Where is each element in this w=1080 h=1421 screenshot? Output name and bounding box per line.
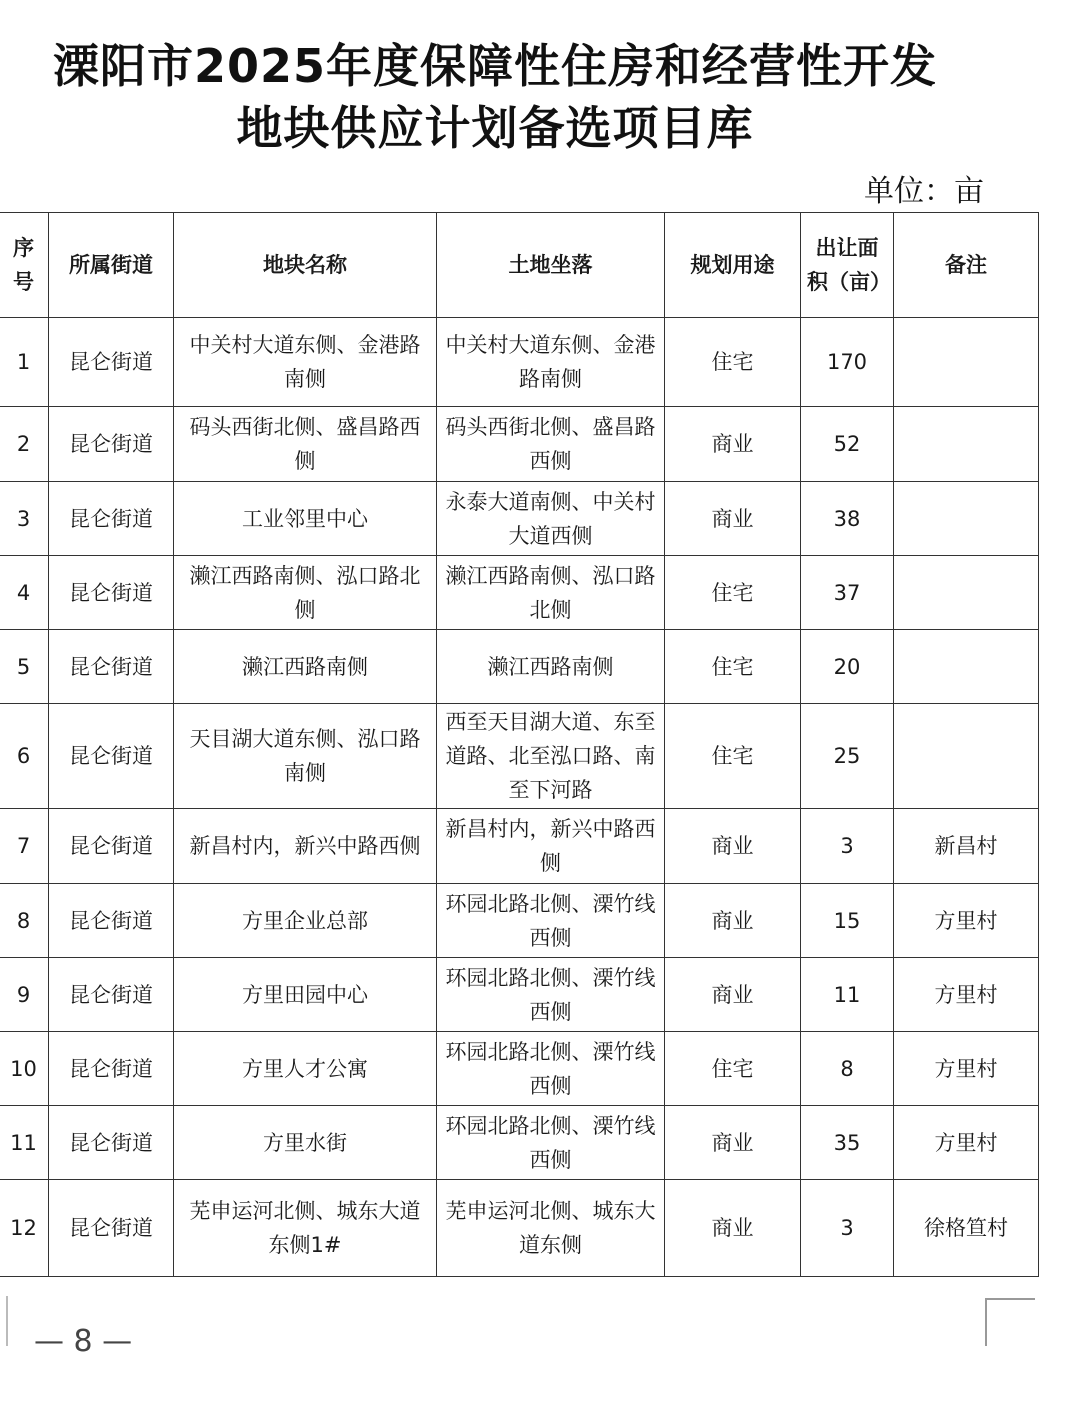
table-row: [0, 556, 1039, 630]
page-corner-mark-left: [0, 1296, 8, 1346]
cell-remark: 方里村: [894, 958, 1039, 1032]
cell-no: 11: [0, 1106, 49, 1180]
page-corner-mark-right: [985, 1298, 1035, 1346]
cell-remark: [894, 556, 1039, 630]
cell-remark: [894, 318, 1039, 407]
cell-name: 方里水街: [174, 1106, 437, 1180]
cell-no: 4: [0, 556, 49, 630]
table-row: [0, 1032, 1039, 1106]
cell-no: 6: [0, 704, 49, 809]
cell-use: 住宅: [665, 630, 801, 704]
cell-name: 新昌村内，新兴中路西侧: [174, 809, 437, 884]
cell-use: 商业: [665, 1106, 801, 1180]
cell-street: 昆仑街道: [49, 482, 174, 556]
document-title-line1: 溧阳市2025年度保障性住房和经营性开发: [52, 39, 938, 93]
header-name: 地块名称: [174, 213, 437, 318]
cell-location: 环园北路北侧、溧竹线西侧: [437, 958, 665, 1032]
cell-area: 20: [801, 630, 894, 704]
cell-street: 昆仑街道: [49, 1180, 174, 1277]
cell-area: 11: [801, 958, 894, 1032]
document-title-line2: 地块供应计划备选项目库: [236, 101, 754, 155]
cell-location: 环园北路北侧、溧竹线西侧: [437, 1106, 665, 1180]
cell-no: 2: [0, 407, 49, 482]
cell-location: 濑江西路南侧: [437, 630, 665, 704]
cell-use: 住宅: [665, 318, 801, 407]
cell-area: 35: [801, 1106, 894, 1180]
cell-remark: 徐格笪村: [894, 1180, 1039, 1277]
table-row: [0, 704, 1039, 809]
cell-location: 新昌村内，新兴中路西侧: [437, 809, 665, 884]
cell-name: 天目湖大道东侧、泓口路南侧: [174, 704, 437, 809]
cell-area: 38: [801, 482, 894, 556]
cell-location: 环园北路北侧、溧竹线西侧: [437, 884, 665, 958]
cell-name: 码头西街北侧、盛昌路西侧: [174, 407, 437, 482]
cell-street: 昆仑街道: [49, 1032, 174, 1106]
cell-area: 25: [801, 704, 894, 809]
table-row: [0, 482, 1039, 556]
cell-use: 商业: [665, 1180, 801, 1277]
cell-use: 商业: [665, 884, 801, 958]
table-body: [0, 318, 1039, 1277]
cell-street: 昆仑街道: [49, 318, 174, 407]
header-remark: 备注: [894, 213, 1039, 318]
table-row: [0, 809, 1039, 884]
cell-remark: 方里村: [894, 1032, 1039, 1106]
cell-street: 昆仑街道: [49, 556, 174, 630]
cell-name: 方里人才公寓: [174, 1032, 437, 1106]
cell-location: 濑江西路南侧、泓口路北侧: [437, 556, 665, 630]
table-row: [0, 407, 1039, 482]
cell-remark: 新昌村: [894, 809, 1039, 884]
cell-use: 商业: [665, 482, 801, 556]
land-supply-table: [0, 212, 1039, 1277]
cell-remark: [894, 407, 1039, 482]
cell-street: 昆仑街道: [49, 704, 174, 809]
cell-no: 9: [0, 958, 49, 1032]
header-area: 出让面积（亩）: [801, 213, 894, 318]
cell-remark: 方里村: [894, 884, 1039, 958]
cell-area: 3: [801, 809, 894, 884]
cell-area: 15: [801, 884, 894, 958]
cell-no: 1: [0, 318, 49, 407]
header-no: 序号: [0, 213, 49, 318]
cell-no: 8: [0, 884, 49, 958]
table-row: [0, 958, 1039, 1032]
cell-remark: [894, 704, 1039, 809]
cell-use: 商业: [665, 958, 801, 1032]
header-location: 土地坐落: [437, 213, 665, 318]
cell-use: 住宅: [665, 1032, 801, 1106]
cell-no: 10: [0, 1032, 49, 1106]
cell-area: 37: [801, 556, 894, 630]
cell-location: 码头西街北侧、盛昌路西侧: [437, 407, 665, 482]
cell-street: 昆仑街道: [49, 407, 174, 482]
cell-no: 12: [0, 1180, 49, 1277]
header-use: 规划用途: [665, 213, 801, 318]
cell-street: 昆仑街道: [49, 884, 174, 958]
cell-no: 7: [0, 809, 49, 884]
header-street: 所属街道: [49, 213, 174, 318]
cell-use: 住宅: [665, 704, 801, 809]
cell-remark: [894, 482, 1039, 556]
cell-name: 方里田园中心: [174, 958, 437, 1032]
cell-name: 芜申运河北侧、城东大道东侧1#: [174, 1180, 437, 1277]
cell-street: 昆仑街道: [49, 809, 174, 884]
table-row: [0, 1180, 1039, 1277]
cell-street: 昆仑街道: [49, 630, 174, 704]
table-row: [0, 318, 1039, 407]
cell-location: 中关村大道东侧、金港路南侧: [437, 318, 665, 407]
cell-area: 3: [801, 1180, 894, 1277]
cell-use: 商业: [665, 809, 801, 884]
cell-no: 5: [0, 630, 49, 704]
cell-name: 濑江西路南侧: [174, 630, 437, 704]
table-row: [0, 630, 1039, 704]
cell-name: 方里企业总部: [174, 884, 437, 958]
cell-use: 商业: [665, 407, 801, 482]
cell-remark: 方里村: [894, 1106, 1039, 1180]
page-number: — 8 —: [34, 1324, 133, 1359]
cell-use: 住宅: [665, 556, 801, 630]
cell-no: 3: [0, 482, 49, 556]
cell-street: 昆仑街道: [49, 958, 174, 1032]
cell-street: 昆仑街道: [49, 1106, 174, 1180]
cell-name: 工业邻里中心: [174, 482, 437, 556]
cell-area: 170: [801, 318, 894, 407]
cell-area: 52: [801, 407, 894, 482]
unit-label: 单位：亩: [864, 174, 984, 209]
cell-remark: [894, 630, 1039, 704]
table-row: [0, 1106, 1039, 1180]
table-header-row: [0, 213, 1039, 318]
cell-name: 濑江西路南侧、泓口路北侧: [174, 556, 437, 630]
cell-location: 环园北路北侧、溧竹线西侧: [437, 1032, 665, 1106]
cell-location: 芜申运河北侧、城东大道东侧: [437, 1180, 665, 1277]
cell-area: 8: [801, 1032, 894, 1106]
cell-name: 中关村大道东侧、金港路南侧: [174, 318, 437, 407]
cell-location: 西至天目湖大道、东至道路、北至泓口路、南至下河路: [437, 704, 665, 809]
table-row: [0, 884, 1039, 958]
cell-location: 永泰大道南侧、中关村大道西侧: [437, 482, 665, 556]
